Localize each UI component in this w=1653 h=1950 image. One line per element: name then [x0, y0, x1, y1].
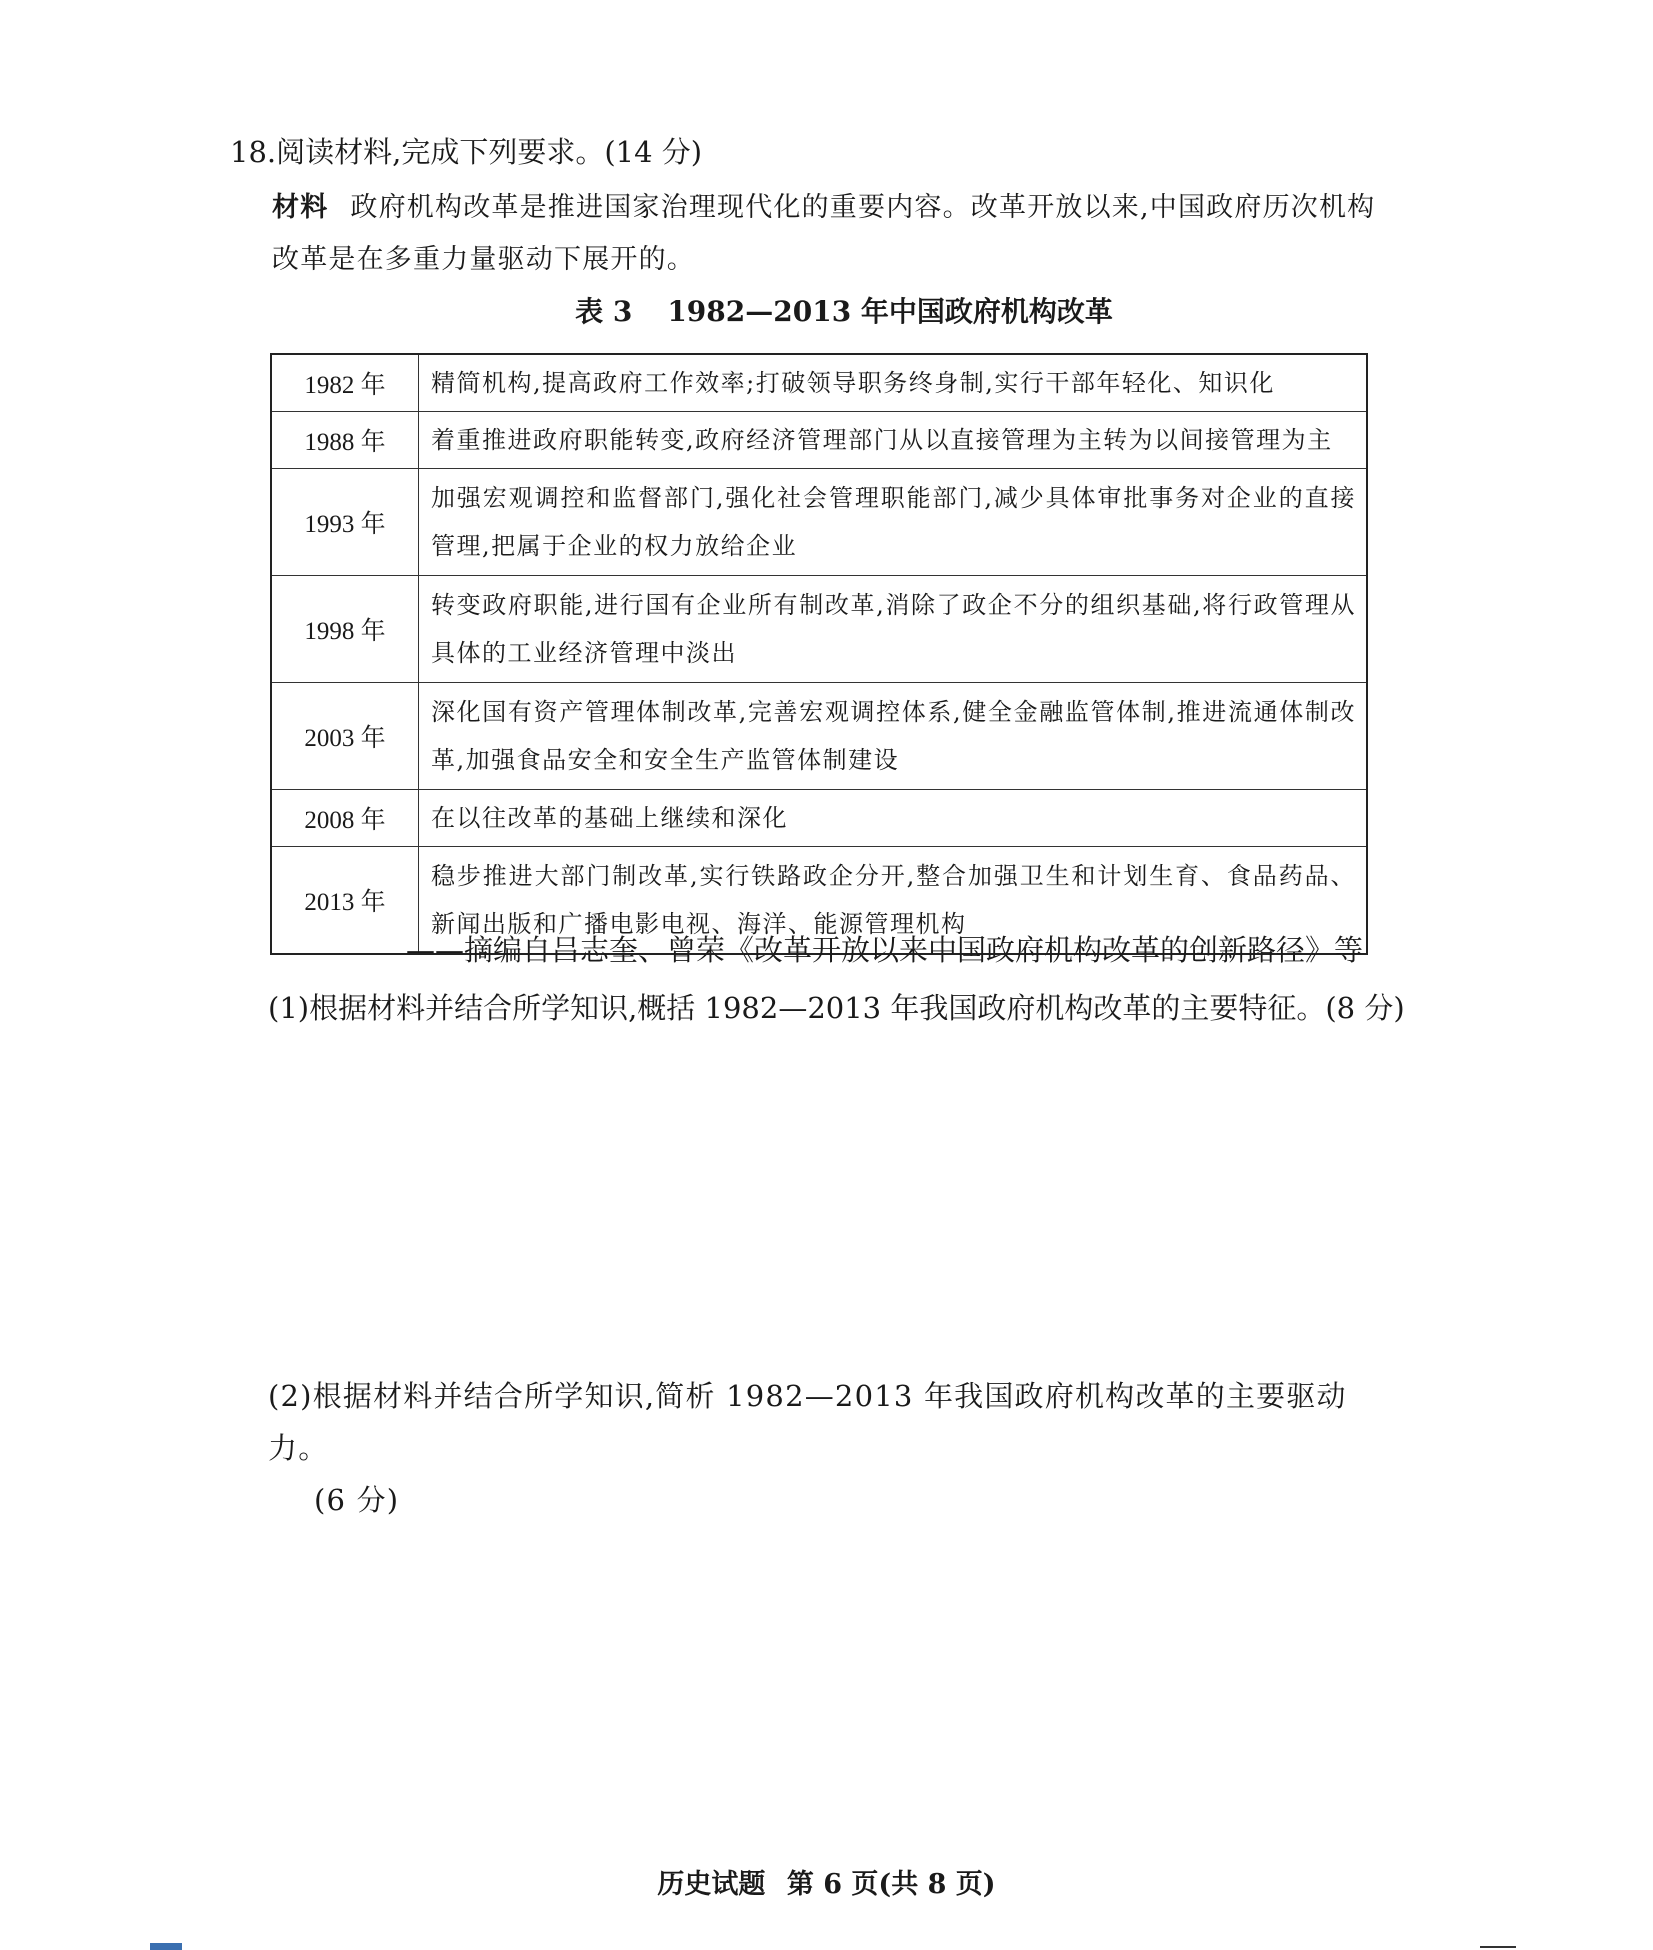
table-row: [271, 354, 1367, 412]
year-cell: 2003 年: [271, 683, 419, 790]
corner-mark-left: [150, 1943, 182, 1950]
material-text: 政府机构改革是推进国家治理现代化的重要内容。改革开放以来,中国政府历次机构改革是在多重力量驱动下展开的。: [272, 192, 1376, 275]
year-cell: 2008 年: [271, 790, 419, 847]
reform-table: [270, 353, 1368, 955]
sub-question-2: [268, 1370, 1378, 1526]
table-row: [271, 683, 1367, 790]
table-row: [271, 469, 1367, 576]
year-cell: 1993 年: [271, 469, 419, 576]
question-heading: [230, 132, 702, 172]
content-cell: 精简机构,提高政府工作效率;打破领导职务终身制,实行干部年轻化、知识化: [419, 354, 1368, 412]
sub-question-2-text: (2)根据材料并结合所学知识,简析 1982—2013 年我国政府机构改革的主要驱动力。: [268, 1379, 1347, 1465]
content-cell: 深化国有资产管理体制改革,完善宏观调控体系,健全金融监管体制,推进流通体制改革,加强食品安全和安全生产监管体制建设: [419, 683, 1368, 790]
source-citation: ——摘编自吕志奎、曾荣《改革开放以来中国政府机构改革的创新路径》等: [405, 933, 1363, 967]
page-footer: [0, 1865, 1653, 1905]
content-cell: 稳步推进大部门制改革,实行铁路政企分开,整合加强卫生和计划生育、食品药品、新闻出版和广播电影电视、海洋、能源管理机构: [419, 847, 1368, 955]
question-heading-text: 阅读材料,完成下列要求。(14 分): [276, 135, 703, 169]
question-number: 18.: [230, 135, 277, 169]
table-row: [271, 412, 1367, 469]
year-cell: 2013 年: [271, 847, 419, 955]
material-label: 材料: [272, 192, 329, 223]
table-caption-title: 1982—2013 年中国政府机构改革: [667, 295, 1113, 328]
corner-mark-right: [1480, 1946, 1516, 1948]
year-cell: 1998 年: [271, 576, 419, 683]
content-cell: 着重推进政府职能转变,政府经济管理部门从以直接管理为主转为以间接管理为主: [419, 412, 1368, 469]
footer-page-number: 第 6 页(共 8 页): [786, 1869, 996, 1900]
table-caption: [0, 292, 1653, 332]
content-cell: 转变政府职能,进行国有企业所有制改革,消除了政企不分的组织基础,将行政管理从具体的工业经济管理中淡出: [419, 576, 1368, 683]
sub-question-1: (1)根据材料并结合所学知识,概括 1982—2013 年我国政府机构改革的主要特征。(8 分): [268, 991, 1405, 1025]
table-row: [271, 576, 1367, 683]
table-caption-prefix: 表 3: [575, 295, 633, 328]
sub-question-2-score: (6 分): [314, 1483, 400, 1517]
material-paragraph: [272, 182, 1382, 286]
content-cell: 加强宏观调控和监督部门,强化社会管理职能部门,减少具体审批事务对企业的直接管理,把属于企业的权力放给企业: [419, 469, 1368, 576]
year-cell: 1988 年: [271, 412, 419, 469]
footer-subject: 历史试题: [657, 1869, 766, 1900]
year-cell: 1982 年: [271, 354, 419, 412]
table-row: [271, 790, 1367, 847]
content-cell: 在以往改革的基础上继续和深化: [419, 790, 1368, 847]
